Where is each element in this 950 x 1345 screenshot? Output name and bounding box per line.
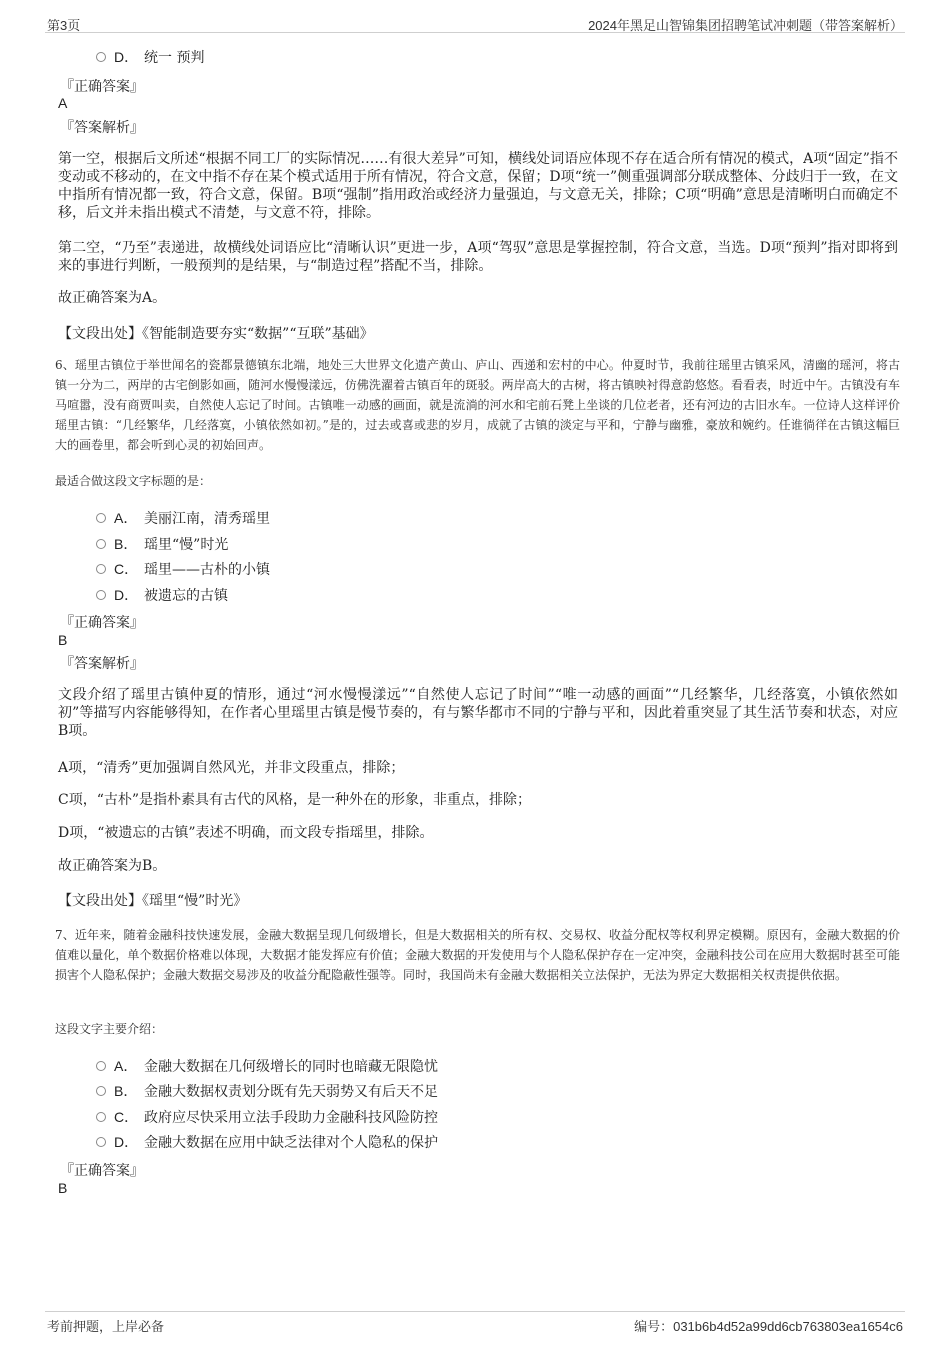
q7-option-b[interactable]: B． 金融大数据权责划分既有先天弱势又有后天不足 — [96, 1081, 438, 1101]
q6-analysis-p3: C项，“古朴”是指朴素具有古代的风格，是一种外在的形象，非重点，排除； — [58, 792, 532, 808]
q6-option-d[interactable]: D． 被遗忘的古镇 — [96, 585, 228, 605]
radio-icon[interactable] — [96, 1137, 106, 1147]
q5-analysis-label: 『答案解析』 — [60, 120, 144, 136]
q6-analysis-p4: D项，“被遗忘的古镇”表述不明确，而文段专指瑶里，排除。 — [58, 825, 434, 841]
radio-icon[interactable] — [96, 1061, 106, 1071]
q5-option-d[interactable]: D． 统一 预判 — [96, 47, 204, 67]
q6-answer: B — [58, 632, 68, 648]
q7-prompt: 这段文字主要介绍： — [55, 1022, 164, 1036]
document-title: 2024年黑足山智锦集团招聘笔试冲刺题（带答案解析） — [588, 18, 903, 33]
q6-option-b[interactable]: B． 瑶里“慢”时光 — [96, 534, 228, 554]
radio-icon[interactable] — [96, 590, 106, 600]
q6-answer-label: 『正确答案』 — [60, 615, 144, 631]
page-number: 第3页 — [47, 18, 81, 33]
q7-option-d[interactable]: D． 金融大数据在应用中缺乏法律对个人隐私的保护 — [96, 1132, 438, 1152]
footer-slogan: 考前押题，上岸必备 — [47, 1319, 165, 1334]
q6-analysis-p2: A项，“清秀”更加强调自然风光，并非文段重点，排除； — [58, 760, 405, 776]
q5-analysis-p3: 故正确答案为A。 — [58, 290, 167, 306]
q5-analysis-p2: 第二空，“乃至”表递进，故横线处词语应比“清晰认识”更进一步，A项“驾驭”意思是掌握控制，符合文意，当选。D项“预判”指对即将到来的事进行判断，一般预判的是结果，与“制造过程”搭配不当，排除。 — [58, 240, 898, 274]
radio-icon[interactable] — [96, 1112, 106, 1122]
document-id: 编号：031b6b4d52a99dd6cb763803ea1654c6 — [634, 1319, 903, 1334]
radio-icon[interactable] — [96, 52, 106, 62]
radio-icon[interactable] — [96, 1086, 106, 1096]
q7-answer-label: 『正确答案』 — [60, 1163, 144, 1179]
q7-option-a[interactable]: A． 金融大数据在几何级增长的同时也暗藏无限隐忧 — [96, 1056, 438, 1076]
q5-analysis-p1: 第一空，根据后文所述“根据不同工厂的实际情况……有很大差异”可知，横线处词语应体现不存在适合所有情况的模式，A项“固定”指不变动或不移动的，在文中指不存在某个模式适用于所有情况，符合文意，保留；D项“统一”侧重强调部分联成整体、分歧归于一致，在文中指所有情况都一致，符合文意，保留。B项“强制”指用政治或经济力量强迫，与文意无关，排除；C项“明确”意思是清晰明白而确定不移，后文并未指出模式不清楚，与文意不符，排除。 — [58, 151, 898, 221]
radio-icon[interactable] — [96, 513, 106, 523]
page-header — [45, 12, 905, 33]
q6-source: 【文段出处】《瑶里“慢”时光》 — [58, 893, 248, 909]
q6-analysis-label: 『答案解析』 — [60, 656, 144, 672]
q6-prompt: 最适合做这段文字标题的是： — [55, 474, 212, 488]
radio-icon[interactable] — [96, 564, 106, 574]
q7-answer: B — [58, 1180, 68, 1196]
q6-option-c[interactable]: C． 瑶里——古朴的小镇 — [96, 559, 270, 579]
q6-option-a[interactable]: A． 美丽江南，清秀瑶里 — [96, 508, 270, 528]
q5-answer: A — [58, 95, 68, 111]
q7-stem: 7、近年来，随着金融科技快速发展，金融大数据呈现几何级增长，但是大数据相关的所有权、交易权、收益分配权等权利界定模糊。原因有，金融大数据的价值难以量化，单个数据价格难以体现，大数据才能发挥应有价值；金融大数据的开发使用与个人隐私保护存在一定冲突，金融科技公司在应用大数据时甚至可能损害个人隐私保护；金融大数据交易涉及的收益分配隐蔽性强等。同时，我国尚未有金融大数据相关立法保护，无法为界定大数据相关权责提供依据。 — [55, 928, 900, 982]
q7-option-c[interactable]: C． 政府应尽快采用立法手段助力金融科技风险防控 — [96, 1107, 438, 1127]
q6-stem: 6、瑶里古镇位于举世闻名的瓷都景德镇东北端，地处三大世界文化遗产黄山、庐山、西递和宏村的中心。仲夏时节，我前往瑶里古镇采风，清幽的瑶河，将古镇一分为二，两岸的古宅倒影如画，随河水慢慢漾远，仿佛洗濯着古镇百年的斑驳。两岸高大的古树，将古镇映衬得意韵悠悠。看看表，时近中午。古镇没有车马喧嚣，没有商贾叫卖，自然使人忘记了时间。古镇唯一动感的画面，就是流淌的河水和宅前石凳上坐谈的几位老者，还有河边的古旧水车。一位诗人这样评价瑶里古镇：“几经繁华，几经落寞，小镇依然如初。”是的，过去或喜或悲的岁月，成就了古镇的淡定与平和，宁静与幽雅，豪放和婉约。任谁徜徉在古镇这幅巨大的画卷里，都会听到心灵的初始回声。 — [55, 358, 900, 452]
radio-icon[interactable] — [96, 539, 106, 549]
q5-answer-label: 『正确答案』 — [60, 79, 144, 95]
q5-source: 【文段出处】《智能制造要夯实“数据”“互联”基础》 — [58, 326, 374, 342]
q6-analysis-p1: 文段介绍了瑶里古镇仲夏的情形，通过“河水慢慢漾远”“自然使人忘记了时间”“唯一动感的画面”“几经繁华，几经落寞，小镇依然如初”等描写内容能够得知，在作者心里瑶里古镇是慢节奏的，有与繁华都市不同的宁静与平和，因此着重突显了其生活节奏和状态，对应B项。 — [58, 687, 898, 739]
q6-analysis-p5: 故正确答案为B。 — [58, 858, 167, 874]
page-footer — [45, 1311, 905, 1334]
